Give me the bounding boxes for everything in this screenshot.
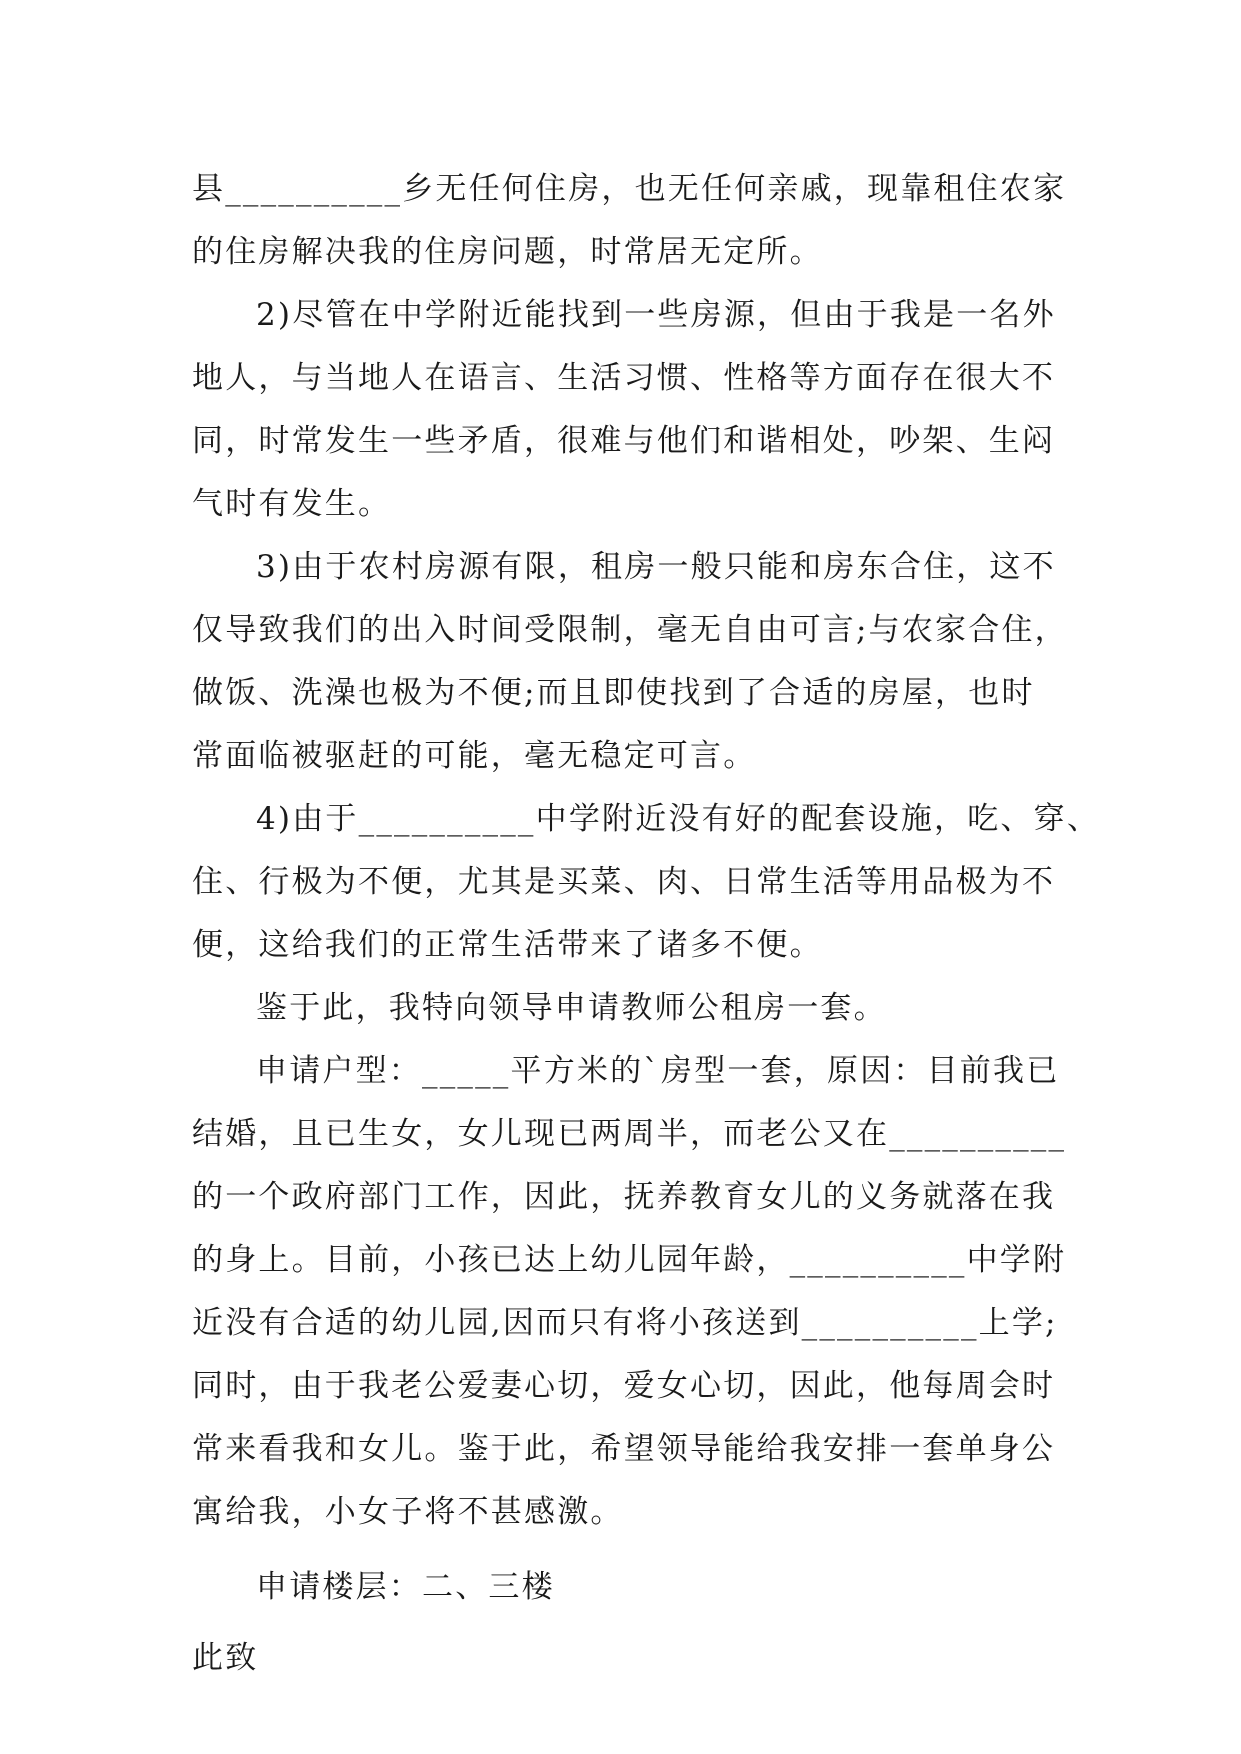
closing-line: 此致 xyxy=(192,1640,259,1676)
text-line: 鉴于此，我特向领导申请教师公租房一套。 xyxy=(256,990,887,1026)
text-line: 申请楼层：二、三楼 xyxy=(256,1569,555,1605)
text-line: 做饭、洗澡也极为不便;而且即使找到了合适的房屋，也时 xyxy=(192,675,1035,711)
text-line: 结婚，且已生女，女儿现已两周半，而老公又在__________ xyxy=(192,1116,1067,1152)
text-line: 仅导致我们的出入时间受限制，毫无自由可言;与农家合住， xyxy=(192,612,1068,648)
text-line: 县__________乡无任何住房，也无任何亲戚，现靠租住农家 xyxy=(192,171,1067,207)
text-line: 申请户型：_____平方米的`房型一套，原因：目前我已 xyxy=(256,1053,1060,1089)
text-line: 气时有发生。 xyxy=(192,486,392,522)
text-line: 同时，由于我老公爱妻心切，爱女心切，因此，他每周会时 xyxy=(192,1368,1056,1404)
text-line: 3)由于农村房源有限，租房一般只能和房东合住，这不 xyxy=(256,549,1056,585)
text-line: 2)尽管在中学附近能找到一些房源，但由于我是一名外 xyxy=(256,297,1056,333)
text-line: 近没有合适的幼儿园,因而只有将小孩送到__________上学; xyxy=(192,1305,1058,1341)
text-line: 的身上。目前，小孩已达上幼儿园年龄，__________中学附 xyxy=(192,1242,1067,1278)
text-line: 常面临被驱赶的可能，毫无稳定可言。 xyxy=(192,738,757,774)
text-line: 的住房解决我的住房问题，时常居无定所。 xyxy=(192,234,823,270)
text-line: 的一个政府部门工作，因此，抚养教育女儿的义务就落在我 xyxy=(192,1179,1056,1215)
text-line: 常来看我和女儿。鉴于此，希望领导能给我安排一套单身公 xyxy=(192,1431,1056,1467)
text-line: 住、行极为不便，尤其是买菜、肉、日常生活等用品极为不 xyxy=(192,864,1056,900)
document-body xyxy=(192,158,1101,1690)
text-line: 4)由于__________中学附近没有好的配套设施，吃、穿、 xyxy=(256,801,1101,837)
text-line: 便，这给我们的正常生活带来了诸多不便。 xyxy=(192,927,823,963)
text-line: 寓给我，小女子将不甚感激。 xyxy=(192,1494,624,1530)
text-line: 地人，与当地人在语言、生活习惯、性格等方面存在很大不 xyxy=(192,360,1056,396)
text-line: 同，时常发生一些矛盾，很难与他们和谐相处，吵架、生闷 xyxy=(192,423,1056,459)
